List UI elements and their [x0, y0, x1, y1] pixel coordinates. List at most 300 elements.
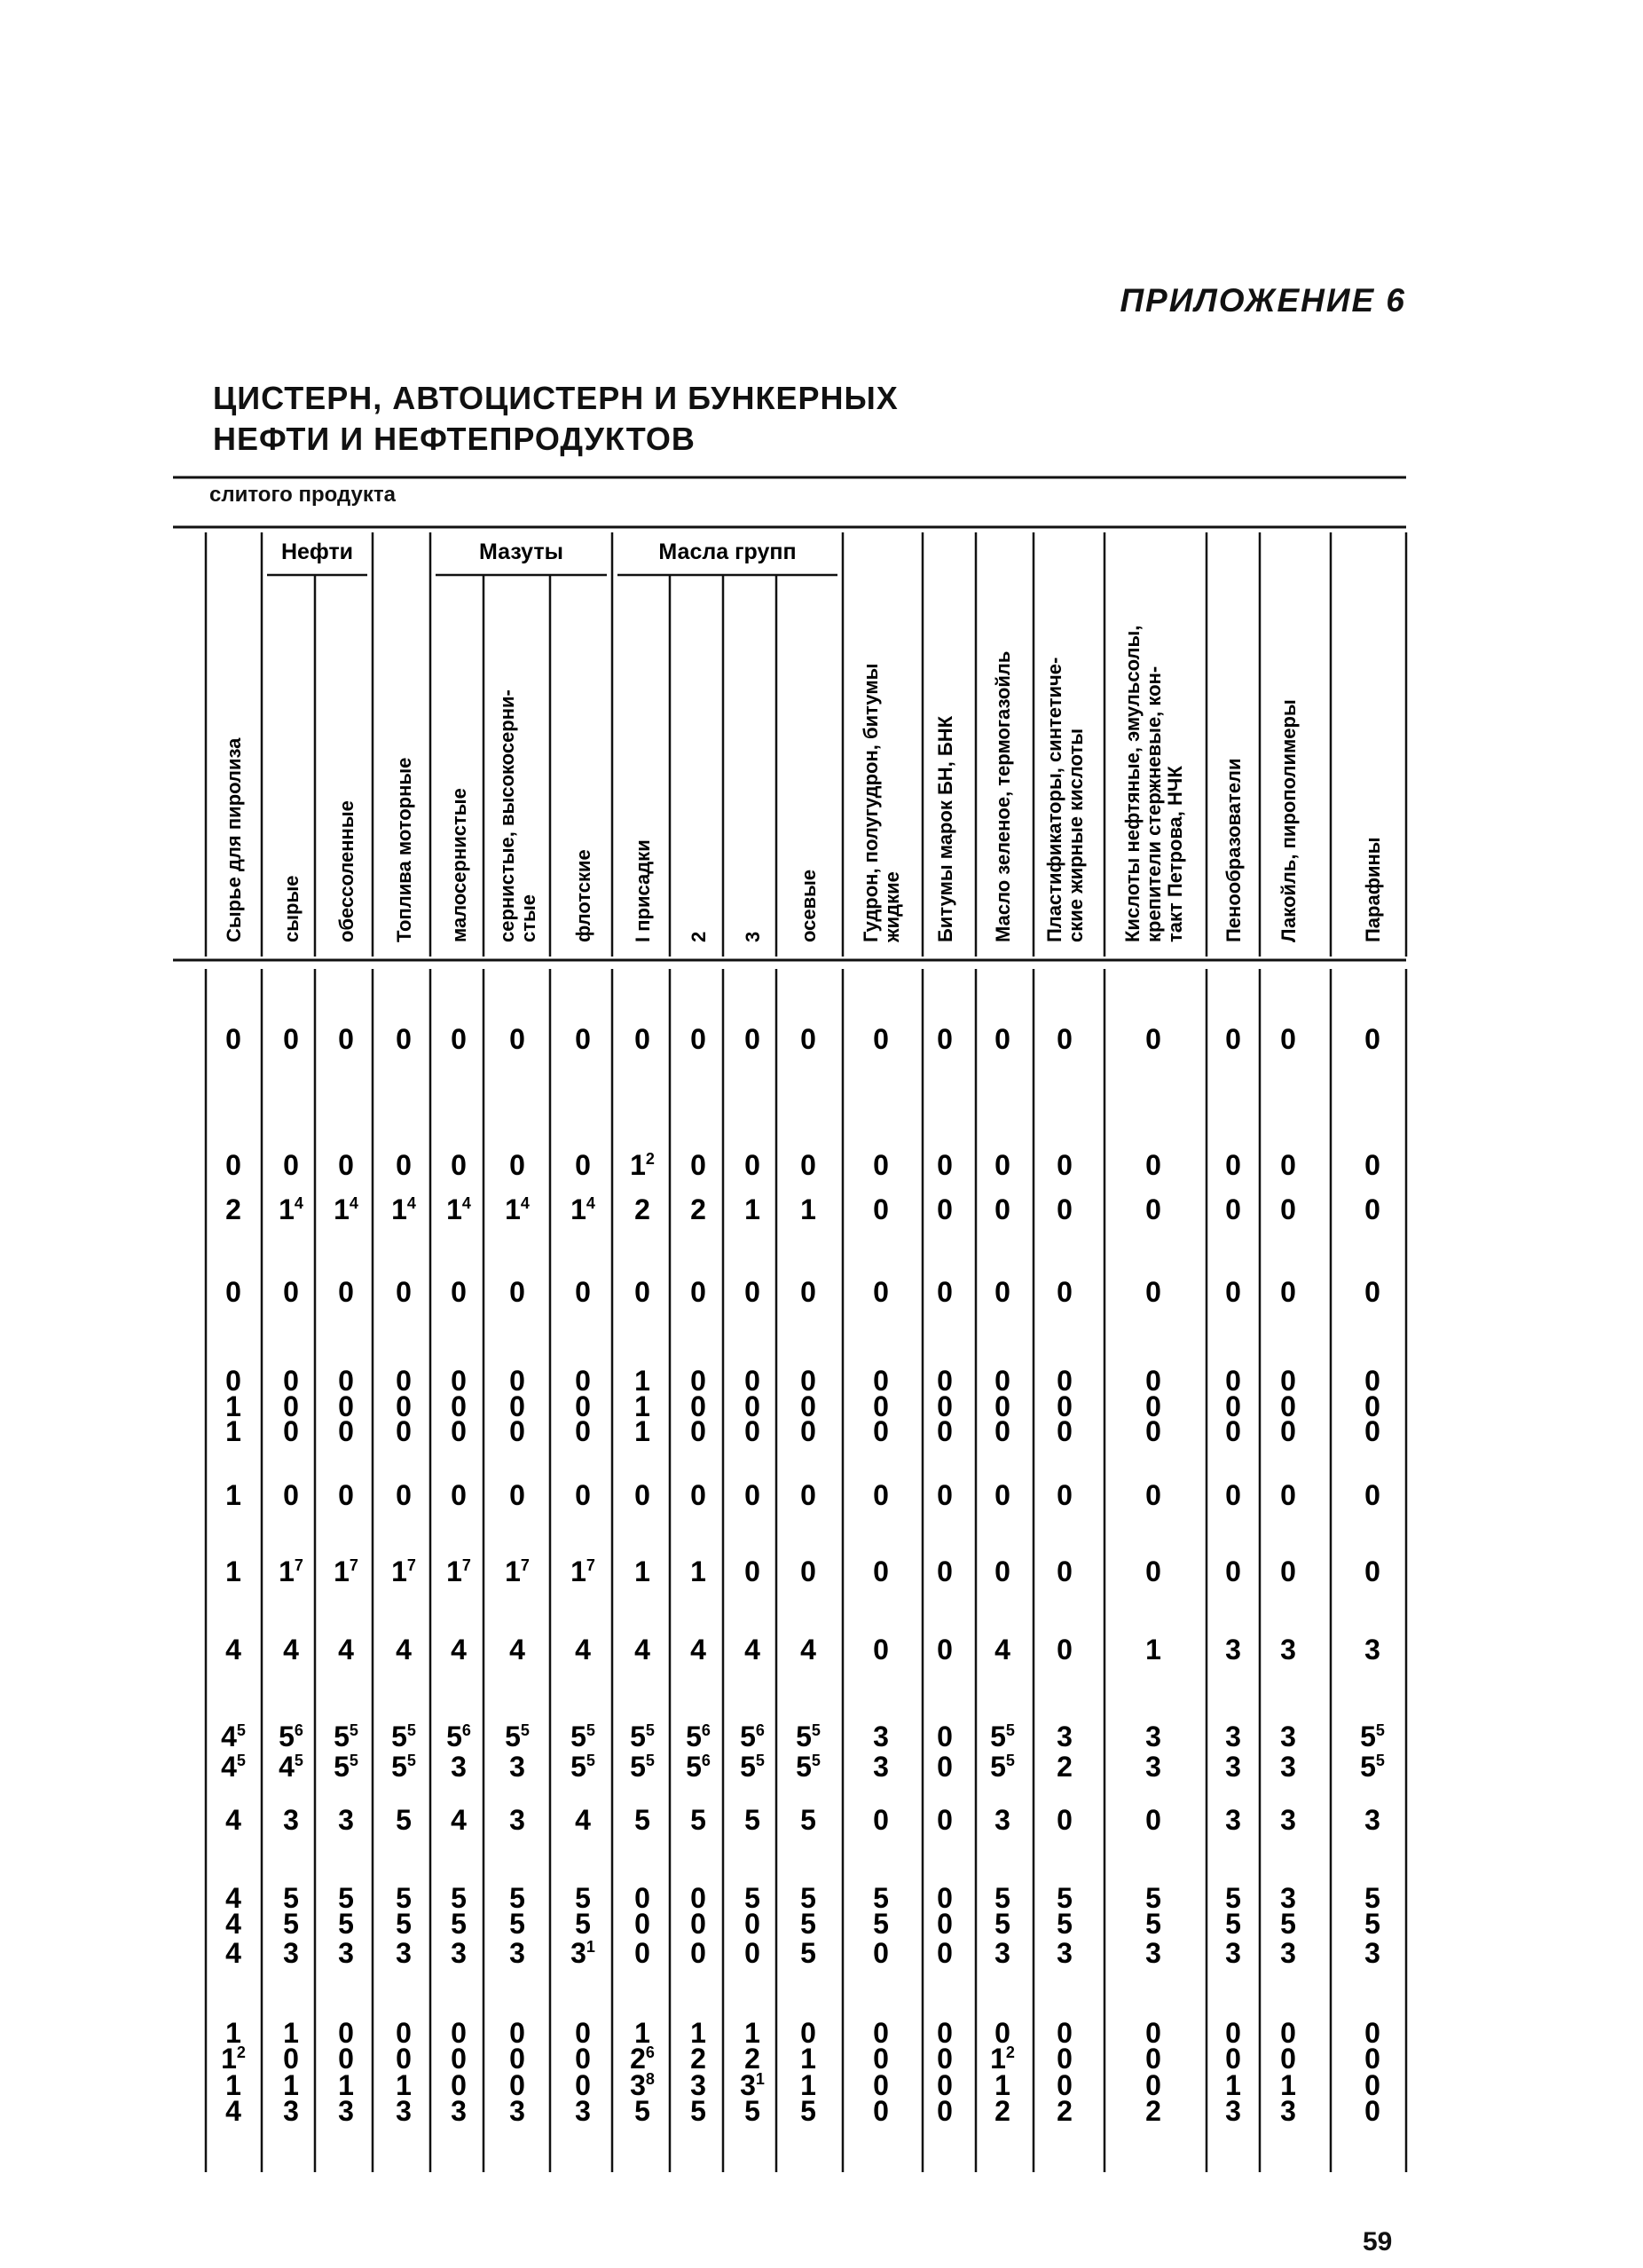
table-cell: 5: [338, 1882, 354, 1914]
table-cell: 0: [225, 1023, 241, 1055]
table-cell: 0: [1280, 1276, 1296, 1308]
table-cell: 0: [451, 2017, 467, 2049]
table-cell: 0: [396, 2017, 412, 2049]
table-cell: 0: [634, 1023, 650, 1055]
table-cell: 0: [1057, 1634, 1073, 1666]
table-cell: 0: [1364, 2069, 1380, 2101]
column-header: осевые: [798, 869, 820, 942]
table-cell: 1: [396, 2069, 412, 2101]
table-cell: 3: [1057, 1721, 1073, 1752]
table-cell: 2: [1057, 2095, 1073, 2127]
page-number: 59: [1363, 2227, 1393, 2256]
table-cell: 5: [1225, 1882, 1241, 1914]
table-cell: 5: [800, 1882, 816, 1914]
table-cell: 4: [225, 1634, 241, 1666]
table-cell: 0: [1225, 1276, 1241, 1308]
table-cell: 4: [225, 1937, 241, 1969]
table-cell: 0: [396, 1149, 412, 1181]
table-cell: $1^4$: [279, 1193, 303, 1225]
table-cell: 4: [575, 1804, 591, 1836]
table-cell: 3: [1057, 1937, 1073, 1969]
table-cell: 0: [509, 1415, 525, 1447]
table-cell: $3^8$: [630, 2069, 655, 2101]
table-cell: 0: [800, 1555, 816, 1587]
table-cell: 5: [509, 1882, 525, 1914]
table-cell: 0: [994, 1193, 1010, 1225]
table-cell: 0: [937, 1882, 953, 1914]
table-cell: 0: [1145, 1023, 1161, 1055]
table-cell: 3: [1145, 1751, 1161, 1783]
table-cell: 0: [1057, 1804, 1073, 1836]
table-cell: 0: [937, 1721, 953, 1752]
table-cell: 0: [1280, 1149, 1296, 1181]
table-cell: $5^5$: [740, 1751, 765, 1783]
table-cell: 0: [575, 1390, 591, 1422]
table-cell: 0: [690, 1908, 706, 1940]
table-cell: 3: [396, 2095, 412, 2127]
table-cell: 3: [1280, 2095, 1296, 2127]
table-cell: 5: [873, 1882, 889, 1914]
table-cell: 0: [690, 1023, 706, 1055]
table-cell: 0: [1057, 2017, 1073, 2049]
table-cell: 0: [994, 1365, 1010, 1397]
table-cell: 0: [338, 1365, 354, 1397]
table-cell: 0: [744, 1023, 760, 1055]
table-cell: 0: [1225, 1555, 1241, 1587]
table-cell: 0: [873, 1634, 889, 1666]
table-cell: 0: [937, 1390, 953, 1422]
table-cell: $1^4$: [505, 1193, 530, 1225]
table-cell: 5: [575, 1908, 591, 1940]
table-cell: 5: [1364, 1908, 1380, 1940]
table-cell: 5: [1145, 1882, 1161, 1914]
table-cell: 0: [1364, 1390, 1380, 1422]
table-cell: $1^2$: [221, 2043, 246, 2075]
table-cell: 0: [575, 1365, 591, 1397]
table-cell: 0: [1145, 1193, 1161, 1225]
table-cell: 0: [1364, 1276, 1380, 1308]
table-cell: $5^5$: [391, 1751, 416, 1783]
table-cell: 1: [225, 1555, 241, 1587]
table-cell: 5: [283, 1882, 299, 1914]
table-cell: 0: [744, 1937, 760, 1969]
table-cell: $1^7$: [505, 1555, 530, 1587]
table-cell: 0: [1057, 2043, 1073, 2075]
table-cell: 0: [690, 1276, 706, 1308]
table-cell: 0: [1225, 2017, 1241, 2049]
table-cell: 1: [744, 2017, 760, 2049]
table-cell: 0: [744, 1276, 760, 1308]
table-cell: 0: [1145, 2043, 1161, 2075]
table-cell: $1^7$: [334, 1555, 358, 1587]
table-cell: 0: [1145, 1415, 1161, 1447]
table-cell: 1: [283, 2069, 299, 2101]
table-cell: 0: [1145, 1555, 1161, 1587]
table-cell: $5^6$: [686, 1751, 711, 1783]
table-cell: 4: [744, 1634, 760, 1666]
table-cell: 5: [451, 1908, 467, 1940]
table-cell: 0: [744, 1555, 760, 1587]
table-cell: 3: [451, 2095, 467, 2127]
table-cell: 0: [744, 1365, 760, 1397]
table-cell: 0: [1225, 1390, 1241, 1422]
table-cell: 0: [1280, 1390, 1296, 1422]
table-cell: 0: [396, 1365, 412, 1397]
table-cell: 0: [634, 1276, 650, 1308]
table-cell: 0: [509, 1276, 525, 1308]
table-cell: 2: [634, 1193, 650, 1225]
table-cell: 1: [994, 2069, 1010, 2101]
group-header: Масла групп: [658, 539, 797, 564]
table-cell: 0: [451, 1390, 467, 1422]
table-cell: 0: [937, 2017, 953, 2049]
column-header: крепители стержневые, кон-: [1143, 665, 1165, 942]
table-cell: 0: [509, 1479, 525, 1511]
table-cell: 3: [509, 1937, 525, 1969]
table-cell: 0: [338, 2017, 354, 2049]
table-cell: 5: [509, 1908, 525, 1940]
table-cell: 0: [1057, 1555, 1073, 1587]
table-cell: 1: [634, 2017, 650, 2049]
table-cell: 5: [575, 1882, 591, 1914]
table-cell: 0: [1364, 2095, 1380, 2127]
table-cell: $1^4$: [446, 1193, 471, 1225]
table-cell: 2: [225, 1193, 241, 1225]
table-cell: 0: [873, 2069, 889, 2101]
table-cell: 0: [451, 2069, 467, 2101]
table-cell: 5: [994, 1882, 1010, 1914]
table-cell: 3: [509, 1804, 525, 1836]
table-cell: $5^5$: [1360, 1721, 1385, 1752]
table-cell: 3: [1225, 1804, 1241, 1836]
table-cell: 0: [937, 1479, 953, 1511]
table-cell: 4: [690, 1634, 706, 1666]
table-cell: 1: [690, 2017, 706, 2049]
table-cell: 0: [338, 1479, 354, 1511]
table-cell: 0: [994, 1479, 1010, 1511]
table-cell: $1^4$: [570, 1193, 595, 1225]
table-cell: 0: [994, 1415, 1010, 1447]
table-cell: $5^5$: [630, 1721, 655, 1752]
table-cell: 5: [1057, 1908, 1073, 1940]
table-cell: 5: [396, 1908, 412, 1940]
table-cell: 0: [1364, 1023, 1380, 1055]
table-cell: 0: [1145, 1149, 1161, 1181]
table-cell: 0: [283, 1365, 299, 1397]
table-cell: 0: [873, 1023, 889, 1055]
column-header: Масло зеленое, термогазойль: [992, 650, 1014, 942]
table-cell: 0: [1145, 2069, 1161, 2101]
table-cell: 0: [937, 1415, 953, 1447]
table-cell: 0: [634, 1937, 650, 1969]
column-header: Гудрон, полугудрон, битумы: [860, 663, 882, 942]
group-header: Мазуты: [479, 539, 563, 564]
table-title-line-1: ЦИСТЕРН, АВТОЦИСТЕРН И БУНКЕРНЫХ: [213, 380, 899, 416]
table-cell: 0: [338, 2043, 354, 2075]
table-cell: 2: [690, 2043, 706, 2075]
table-cell: 0: [1057, 2069, 1073, 2101]
table-cell: 0: [451, 1365, 467, 1397]
table-cell: 0: [396, 2043, 412, 2075]
table-cell: $1^7$: [570, 1555, 595, 1587]
table-cell: 0: [1057, 1390, 1073, 1422]
table-cell: $1^7$: [279, 1555, 303, 1587]
table-cell: 5: [1364, 1882, 1380, 1914]
table-cell: 5: [690, 2095, 706, 2127]
table-cell: 0: [994, 1149, 1010, 1181]
table-cell: 0: [575, 1023, 591, 1055]
table-cell: 0: [634, 1908, 650, 1940]
table-cell: 0: [338, 1276, 354, 1308]
table-cell: 0: [575, 1415, 591, 1447]
table-cell: 5: [744, 1804, 760, 1836]
table-cell: 1: [225, 2017, 241, 2049]
table-cell: $5^5$: [796, 1721, 821, 1752]
table-cell: 1: [225, 1415, 241, 1447]
table-cell: 0: [937, 1149, 953, 1181]
table-cell: 0: [994, 1555, 1010, 1587]
table-cell: 2: [744, 2043, 760, 2075]
table-cell: 4: [509, 1634, 525, 1666]
table-cell: 0: [873, 2017, 889, 2049]
table-cell: 0: [338, 1023, 354, 1055]
group-header: Нефти: [280, 539, 354, 564]
table-cell: 3: [509, 2095, 525, 2127]
table-cell: 3: [1280, 1882, 1296, 1914]
table-cell: 4: [994, 1634, 1010, 1666]
table-cell: 0: [994, 1276, 1010, 1308]
table-cell: 0: [509, 1149, 525, 1181]
table-cell: 1: [338, 2069, 354, 2101]
table-cell: 3: [396, 1937, 412, 1969]
table-cell: 0: [873, 1555, 889, 1587]
table-cell: 0: [937, 1908, 953, 1940]
table-cell: $5^5$: [391, 1721, 416, 1752]
table-cell: 0: [1057, 1149, 1073, 1181]
table-cell: 2: [1145, 2095, 1161, 2127]
table-cell: 3: [1225, 1634, 1241, 1666]
table-cell: $5^5$: [570, 1721, 595, 1752]
table-cell: 0: [744, 1479, 760, 1511]
table-cell: 4: [451, 1634, 467, 1666]
table-cell: 0: [873, 2095, 889, 2127]
table-cell: $1^7$: [446, 1555, 471, 1587]
column-header: жидкие: [881, 871, 903, 942]
table-cell: 1: [1280, 2069, 1296, 2101]
table-cell: 3: [873, 1751, 889, 1783]
table-cell: 5: [800, 1804, 816, 1836]
column-header: Парафины: [1362, 837, 1384, 942]
table-cell: 0: [1364, 1365, 1380, 1397]
table-cell: 0: [873, 1193, 889, 1225]
table-cell: 0: [873, 1937, 889, 1969]
table-cell: 2: [1057, 1751, 1073, 1783]
table-cell: $2^6$: [630, 2043, 655, 2075]
table-cell: 0: [575, 2017, 591, 2049]
table-cell: 0: [1225, 1023, 1241, 1055]
table-cell: 3: [1280, 1937, 1296, 1969]
table-cell: 0: [1145, 1365, 1161, 1397]
table-cell: 0: [1145, 1390, 1161, 1422]
table-cell: $1^4$: [391, 1193, 416, 1225]
table-cell: 0: [937, 1365, 953, 1397]
table-cell: 0: [937, 2043, 953, 2075]
table-cell: 0: [937, 1937, 953, 1969]
table-cell: 0: [396, 1276, 412, 1308]
table-cell: 0: [690, 1365, 706, 1397]
table-cell: 0: [225, 1276, 241, 1308]
table-cell: 0: [396, 1415, 412, 1447]
table-cell: 0: [873, 1365, 889, 1397]
table-cell: 5: [1225, 1908, 1241, 1940]
column-header: обессоленные: [335, 800, 358, 942]
table-cell: 0: [873, 1276, 889, 1308]
table-cell: 3: [283, 1937, 299, 1969]
column-header: I присадки: [632, 839, 654, 942]
table-cell: 0: [1145, 1276, 1161, 1308]
table-cell: 0: [1225, 1479, 1241, 1511]
table-cell: 0: [937, 1276, 953, 1308]
table-cell: 3: [451, 1751, 467, 1783]
table-cell: 0: [509, 2069, 525, 2101]
table-cell: 0: [1280, 1023, 1296, 1055]
table-cell: 3: [1364, 1804, 1380, 1836]
column-header: Пенообразователи: [1222, 758, 1245, 942]
table-cell: 1: [283, 2017, 299, 2049]
table-cell: 0: [1280, 2017, 1296, 2049]
table-cell: 0: [225, 1149, 241, 1181]
table-cell: 1: [690, 1555, 706, 1587]
table-cell: $5^6$: [279, 1721, 303, 1752]
table-cell: 3: [1364, 1937, 1380, 1969]
table-cell: $5^5$: [796, 1751, 821, 1783]
column-header: Лакойль, пирополимеры: [1277, 699, 1300, 942]
table-cell: 0: [873, 1479, 889, 1511]
table-cell: 0: [451, 1276, 467, 1308]
table-cell: 0: [690, 1479, 706, 1511]
table-cell: 4: [225, 1908, 241, 1940]
table-cell: $4^5$: [221, 1751, 246, 1783]
table-cell: 0: [396, 1479, 412, 1511]
table-cell: 4: [800, 1634, 816, 1666]
table-cell: 3: [690, 2069, 706, 2101]
table-cell: 0: [1364, 1555, 1380, 1587]
table-cell: 0: [396, 1023, 412, 1055]
table-cell: 1: [744, 1193, 760, 1225]
table-cell: 4: [225, 2095, 241, 2127]
table-cell: 0: [1225, 1193, 1241, 1225]
table-cell: 3: [1225, 1721, 1241, 1752]
table-cell: 0: [744, 1149, 760, 1181]
table-cell: 0: [873, 2043, 889, 2075]
table-cell: 0: [800, 1479, 816, 1511]
table-cell: 0: [690, 1882, 706, 1914]
table-cell: 3: [451, 1937, 467, 1969]
table-cell: $5^6$: [686, 1721, 711, 1752]
table-cell: 0: [873, 1149, 889, 1181]
table-cell: 2: [690, 1193, 706, 1225]
table-cell: $5^5$: [1360, 1751, 1385, 1783]
table-cell: $3^1$: [570, 1937, 595, 1969]
table-cell: 0: [451, 1479, 467, 1511]
table-cell: 3: [1145, 1937, 1161, 1969]
table-cell: 0: [994, 2017, 1010, 2049]
table-cell: $5^5$: [570, 1751, 595, 1783]
table-cell: 3: [1364, 1634, 1380, 1666]
table-cell: 4: [225, 1804, 241, 1836]
table-cell: 5: [1145, 1908, 1161, 1940]
table-cell: 0: [800, 1365, 816, 1397]
table-cell: 5: [634, 2095, 650, 2127]
table-cell: $5^5$: [990, 1721, 1015, 1752]
table-cell: 3: [338, 2095, 354, 2127]
table-cell: 0: [1057, 1276, 1073, 1308]
table-cell: 0: [1225, 2043, 1241, 2075]
table-cell: 1: [225, 1390, 241, 1422]
table-cell: 5: [1057, 1882, 1073, 1914]
table-cell: 4: [575, 1634, 591, 1666]
column-header: ские жирные кислоты: [1065, 728, 1087, 942]
table-cell: 3: [1225, 2095, 1241, 2127]
table-cell: 0: [451, 1023, 467, 1055]
table-cell: 1: [1225, 2069, 1241, 2101]
table-cell: 0: [744, 1415, 760, 1447]
table-cell: 3: [1280, 1804, 1296, 1836]
table-cell: 0: [1364, 1479, 1380, 1511]
table-cell: 0: [283, 1149, 299, 1181]
table-cell: 3: [1225, 1937, 1241, 1969]
table-cell: $5^5$: [505, 1721, 530, 1752]
table-cell: 5: [800, 1908, 816, 1940]
column-header: 2: [688, 931, 710, 942]
table-cell: $1^7$: [391, 1555, 416, 1587]
table-cell: 0: [1145, 1479, 1161, 1511]
table-cell: 0: [937, 2095, 953, 2127]
table-cell: 1: [1145, 1634, 1161, 1666]
table-cell: 0: [937, 1023, 953, 1055]
table-cell: 5: [800, 2095, 816, 2127]
table-cell: 0: [1364, 2017, 1380, 2049]
table-cell: $5^5$: [990, 1751, 1015, 1783]
table-cell: 0: [396, 1390, 412, 1422]
table-cell: 3: [994, 1937, 1010, 1969]
table-cell: 0: [873, 1415, 889, 1447]
table-cell: 0: [283, 1276, 299, 1308]
table-cell: $5^5$: [630, 1751, 655, 1783]
table-cell: 1: [634, 1555, 650, 1587]
table-cell: 5: [690, 1804, 706, 1836]
table-cell: 4: [225, 1882, 241, 1914]
table-cell: 4: [396, 1634, 412, 1666]
table-title-line-2: НЕФТИ И НЕФТЕПРОДУКТОВ: [213, 421, 696, 457]
table-cell: 5: [451, 1882, 467, 1914]
column-header: Кислоты нефтяные, эмульсолы,: [1121, 625, 1144, 942]
table-cell: 0: [800, 2017, 816, 2049]
table-cell: 1: [800, 2043, 816, 2075]
table-cell: 5: [744, 2095, 760, 2127]
table-cell: 1: [800, 1193, 816, 1225]
table-cell: 0: [873, 1804, 889, 1836]
table-cell: $5^6$: [446, 1721, 471, 1752]
column-header: флотские: [572, 849, 594, 942]
table-cell: 0: [509, 1023, 525, 1055]
table-cell: 0: [575, 1276, 591, 1308]
table-cell: 0: [800, 1390, 816, 1422]
table-cell: 0: [800, 1276, 816, 1308]
table-cell: 0: [283, 1479, 299, 1511]
table-cell: 0: [1057, 1193, 1073, 1225]
table-cell: 1: [634, 1390, 650, 1422]
